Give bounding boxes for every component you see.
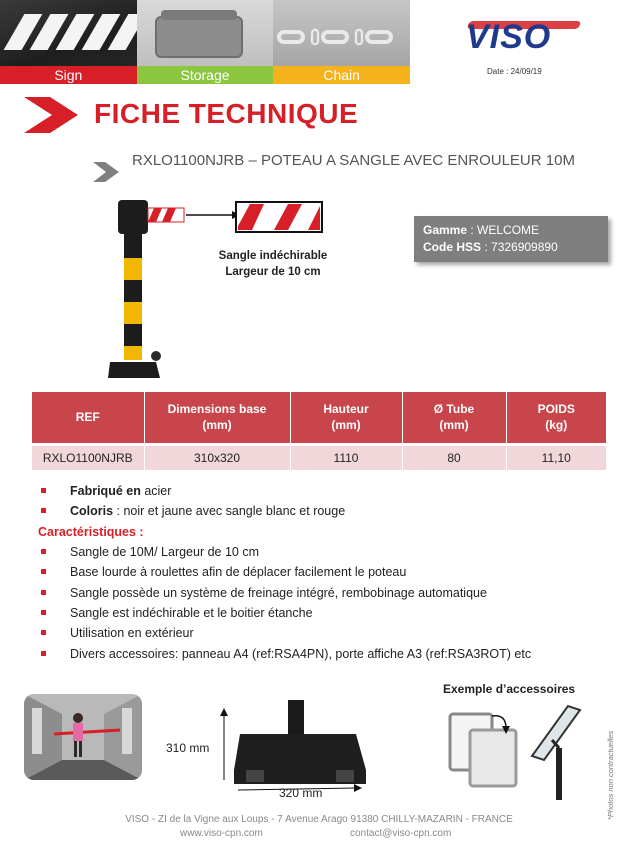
- strap-caption-line: Largeur de 10 cm: [225, 266, 321, 278]
- fabrique-value: acier: [140, 484, 172, 498]
- table-header-poids: [506, 392, 606, 444]
- logo-text: VISO: [466, 18, 552, 56]
- list-item: Divers accessoires: panneau A4 (ref:RSA4PN), porte affiche A3 (ref:RSA3ROT) etc: [38, 644, 608, 664]
- header-banner: [0, 0, 410, 84]
- dimension-width: 320 mm: [279, 786, 323, 800]
- hss-value: : 7326909890: [481, 240, 558, 254]
- storage-case-image: [155, 16, 243, 58]
- accessories-title: Exemple d’accessoires: [443, 682, 576, 696]
- storage-case-lid: [161, 10, 237, 20]
- coloris-label: Coloris: [70, 504, 114, 519]
- banner-sign-label: Sign: [0, 66, 137, 84]
- hss-label: Code HSS: [423, 240, 482, 254]
- spec-table: [32, 392, 606, 470]
- footer-email-link[interactable]: contact@viso-cpn.com: [350, 828, 452, 839]
- coloris-value: : noir et jaune avec sangle blanc et rouge: [113, 504, 346, 519]
- product-pole-image: [104, 196, 324, 386]
- list-item: Sangle est indéchirable et le boitier étanche: [38, 603, 608, 623]
- product-subtitle: RXLO1100NJRB – POTEAU A SANGLE AVEC ENROULEUR 10M: [132, 152, 575, 169]
- chevron-right-icon: [93, 162, 119, 182]
- header-text: POIDS: [537, 402, 575, 417]
- list-item-fabrique: [38, 481, 608, 501]
- chain-link: [277, 30, 305, 44]
- banner-chain-label: Chain: [273, 66, 410, 84]
- table-header-ref: [32, 392, 144, 444]
- table-header-hauteur: [290, 392, 402, 444]
- cell-poids: 11,10: [506, 444, 606, 470]
- header-text: Dimensions base: [167, 402, 267, 417]
- gamme-value: : WELCOME: [467, 223, 540, 237]
- corridor-photo: [24, 694, 142, 780]
- product-info-box: [414, 216, 608, 262]
- banner-sign: [0, 0, 137, 84]
- chain-link: [355, 29, 363, 46]
- features-list: [38, 481, 608, 664]
- accessories-image: [440, 700, 600, 800]
- table-header-tube: [402, 392, 506, 444]
- list-item: Base lourde à roulettes afin de déplacer facilement le poteau: [38, 562, 608, 582]
- list-item: Sangle possède un système de freinage intégré, rembobinage automatique: [38, 583, 608, 603]
- fabrique-label: Fabriqué en: [70, 484, 141, 498]
- table-row: [32, 444, 606, 470]
- footer-website-link[interactable]: www.viso-cpn.com: [180, 828, 263, 839]
- document-date: Date : 24/09/19: [487, 67, 542, 76]
- header-text: Hauteur: [323, 402, 369, 417]
- chain-link: [365, 30, 393, 44]
- table-header-dimensions: [144, 392, 290, 444]
- banner-storage: [137, 0, 274, 84]
- list-item: Utilisation en extérieur: [38, 623, 608, 643]
- footer-address: VISO - ZI de la Vigne aux Loups - 7 Avenue Arago 91380 CHILLY-MAZARIN - FRANCE: [125, 814, 513, 825]
- header-unit: (kg): [545, 418, 568, 433]
- header-unit: (mm): [331, 418, 361, 433]
- cell-tube: 80: [402, 444, 506, 470]
- dimension-depth: 310 mm: [166, 741, 210, 755]
- chain-link: [311, 29, 319, 46]
- list-item-coloris: [38, 501, 608, 521]
- page-title: FICHE TECHNIQUE: [94, 98, 359, 129]
- viso-logo: [466, 18, 586, 60]
- gamme-label: Gamme: [423, 223, 468, 237]
- cell-hauteur: 1110: [290, 444, 402, 470]
- photos-disclaimer: *Photos non contractuelles: [606, 730, 615, 820]
- list-item: Sangle de 10M/ Largeur de 10 cm: [38, 542, 608, 562]
- banner-storage-label: Storage: [137, 66, 274, 84]
- caracteristiques-heading: Caractéristiques :: [38, 524, 144, 539]
- hss-line: [423, 239, 599, 256]
- gamme-line: [423, 222, 599, 239]
- strap-caption-line: Sangle indéchirable: [218, 250, 328, 262]
- chevron-right-icon: [24, 97, 78, 133]
- table-header-row: [32, 392, 606, 444]
- cell-dimensions: 310x320: [144, 444, 290, 470]
- corridor-photo-drawing: [24, 694, 142, 780]
- banner-chain: [273, 0, 410, 84]
- header-unit: (mm): [202, 418, 232, 433]
- header-unit: (mm): [439, 418, 469, 433]
- chain-link: [321, 30, 349, 44]
- strap-caption: [208, 248, 338, 280]
- cell-ref: RXLO1100NJRB: [32, 444, 144, 470]
- header-text: Ø Tube: [433, 402, 475, 417]
- header-text: REF: [75, 410, 100, 425]
